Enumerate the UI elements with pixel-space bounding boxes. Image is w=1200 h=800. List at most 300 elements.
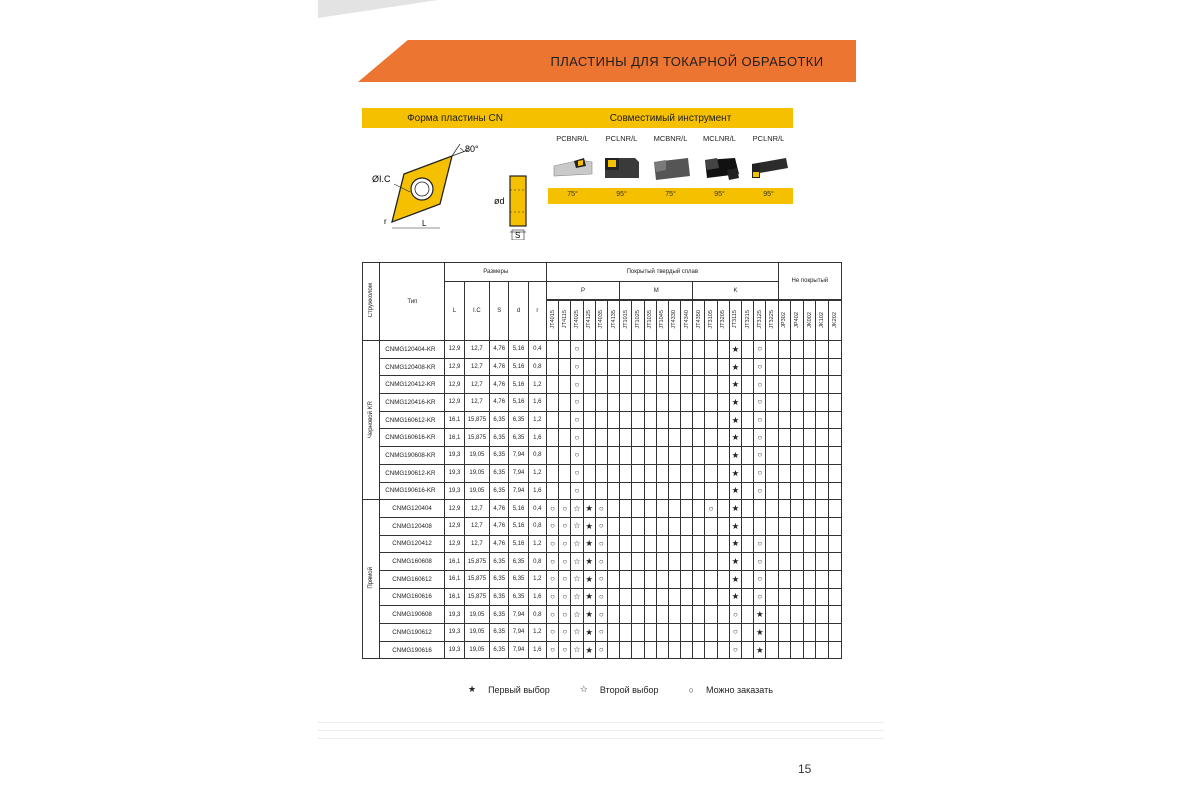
grade-cell <box>668 588 680 606</box>
grade-cell <box>829 588 842 606</box>
circle-icon: ○ <box>550 503 556 513</box>
dim-cell-l: 16,1 <box>445 553 464 571</box>
grade-cell <box>607 641 619 659</box>
grade-cell <box>742 641 754 659</box>
grade-cell <box>644 482 656 500</box>
grade-cell <box>583 641 595 659</box>
circle-icon: ○ <box>732 627 738 637</box>
grade-cell <box>681 394 693 412</box>
grade-cell <box>583 447 595 465</box>
grade-cell <box>754 358 766 376</box>
grade-cell <box>705 447 717 465</box>
grade-cell <box>668 447 680 465</box>
grade-cell <box>829 606 842 624</box>
grade-cell <box>559 535 571 553</box>
grade-cell <box>742 482 754 500</box>
grade-cell <box>778 447 791 465</box>
dim-cell-d: 6,35 <box>509 411 528 429</box>
dim-cell-r: 0,8 <box>528 517 546 535</box>
grade-cell <box>754 588 766 606</box>
dim-cell-d: 5,16 <box>509 394 528 412</box>
tool-code-5: PCLNR/L <box>752 134 785 143</box>
grade-cell <box>681 358 693 376</box>
grade-label: JT1025 <box>634 310 641 329</box>
grade-cell <box>705 570 717 588</box>
grade-cell <box>547 464 559 482</box>
grade-cell <box>705 411 717 429</box>
grade-header <box>803 301 816 341</box>
grade-cell <box>668 553 680 571</box>
tool-image-5 <box>746 148 792 186</box>
circle-icon: ○ <box>757 415 763 425</box>
grade-cell <box>742 624 754 642</box>
grade-cell <box>632 500 644 518</box>
grade-cell <box>644 464 656 482</box>
circle-icon: ○ <box>598 503 604 513</box>
grade-cell <box>778 411 791 429</box>
angle-label: 80° <box>465 144 479 154</box>
grade-cell <box>656 447 668 465</box>
grade-cell <box>559 358 571 376</box>
grade-cell <box>742 341 754 359</box>
grade-cell <box>607 358 619 376</box>
grade-label: JT1045 <box>659 310 666 329</box>
angle-arc <box>460 148 464 152</box>
grade-cell <box>595 500 607 518</box>
grade-cell <box>754 464 766 482</box>
grade-cell <box>816 606 829 624</box>
insert-type-cell: CNMG160612-KR <box>380 411 445 429</box>
grade-cell <box>754 517 766 535</box>
grade-cell <box>705 517 717 535</box>
grade-cell <box>766 500 778 518</box>
grade-cell <box>607 553 619 571</box>
grade-cell <box>829 358 842 376</box>
grade-cell <box>656 358 668 376</box>
grade-cell <box>595 553 607 571</box>
dim-cell-r: 1,6 <box>528 588 546 606</box>
circle-icon: ○ <box>562 521 568 531</box>
dim-header-3: d <box>509 282 528 341</box>
filled-star-icon: ★ <box>755 626 764 637</box>
tool-image-3 <box>648 148 694 186</box>
dim-cell-d: 5,16 <box>509 500 528 518</box>
grade-header <box>717 301 729 341</box>
table-row <box>363 411 842 429</box>
dim-cell-l: 12,9 <box>445 341 464 359</box>
grade-cell <box>729 358 741 376</box>
grade-cell <box>803 606 816 624</box>
insert-type-cell: CNMG120408 <box>380 517 445 535</box>
dim-cell-s: 6,35 <box>490 588 509 606</box>
circle-icon: ○ <box>732 609 738 619</box>
grade-cell <box>717 624 729 642</box>
insert-type-cell: CNMG190608 <box>380 606 445 624</box>
grade-cell <box>791 411 804 429</box>
dim-cell-s: 6,35 <box>490 641 509 659</box>
table-row <box>363 376 842 394</box>
grade-cell <box>778 358 791 376</box>
dim-cell-d: 7,94 <box>509 624 528 642</box>
dim-cell-d: 5,16 <box>509 341 528 359</box>
grade-cell <box>668 517 680 535</box>
dim-cell-ic: 19,05 <box>464 624 489 642</box>
dim-cell-r: 0,4 <box>528 500 546 518</box>
grade-cell <box>717 641 729 659</box>
grade-cell <box>668 358 680 376</box>
grade-label: JK202 <box>832 311 839 328</box>
grade-cell <box>705 553 717 571</box>
breaker-header <box>363 263 380 341</box>
dim-cell-s: 6,35 <box>490 429 509 447</box>
insert-type-cell: CNMG120404 <box>380 500 445 518</box>
grade-cell <box>583 482 595 500</box>
grade-cell <box>607 517 619 535</box>
grade-cell <box>705 429 717 447</box>
grade-cell <box>829 482 842 500</box>
dim-cell-d: 7,94 <box>509 482 528 500</box>
circle-icon: ○ <box>757 485 763 495</box>
grade-cell <box>607 535 619 553</box>
grade-cell <box>766 411 778 429</box>
tool-angle-1: 75° <box>567 191 578 198</box>
grade-cell <box>803 358 816 376</box>
grade-cell <box>632 376 644 394</box>
grade-cell <box>668 394 680 412</box>
grade-cell <box>754 553 766 571</box>
circle-icon: ○ <box>562 574 568 584</box>
grade-cell <box>547 429 559 447</box>
dim-header-4: r <box>528 282 546 341</box>
outline-star-icon: ☆ <box>573 556 581 566</box>
grade-cell <box>705 624 717 642</box>
grade-cell <box>595 641 607 659</box>
grade-label: JT4330 <box>671 310 678 329</box>
grade-cell <box>778 588 791 606</box>
filled-star-icon: ★ <box>731 343 740 354</box>
grade-cell <box>729 411 741 429</box>
circle-icon: ○ <box>598 556 604 566</box>
grade-cell <box>829 570 842 588</box>
type-header: Тип <box>380 263 445 341</box>
outline-star-icon: ☆ <box>573 645 581 655</box>
grade-cell <box>791 624 804 642</box>
dim-cell-r: 0,8 <box>528 358 546 376</box>
uncoated-header: Не покрытый <box>778 263 841 300</box>
grade-cell <box>705 482 717 500</box>
grade-cell <box>778 606 791 624</box>
grade-cell <box>717 588 729 606</box>
grade-cell <box>632 535 644 553</box>
filled-star-icon: ★ <box>731 361 740 372</box>
grade-cell <box>705 641 717 659</box>
dim-cell-d: 7,94 <box>509 464 528 482</box>
circle-icon: ○ <box>757 397 763 407</box>
grade-cell <box>571 570 583 588</box>
grade-cell <box>693 606 705 624</box>
tool-angle-5: 95° <box>763 191 774 198</box>
grade-cell <box>829 411 842 429</box>
grade-cell <box>729 500 741 518</box>
grade-cell <box>607 482 619 500</box>
grade-label: JT3205 <box>720 310 727 329</box>
filled-star-icon: ★ <box>731 538 740 549</box>
circle-icon: ○ <box>550 574 556 584</box>
grade-cell <box>803 588 816 606</box>
grade-label: JK102 <box>819 311 826 328</box>
section-cell <box>363 500 380 659</box>
page-title: ПЛАСТИНЫ ДЛЯ ТОКАРНОЙ ОБРАБОТКИ <box>550 53 824 69</box>
grade-cell <box>754 535 766 553</box>
grade-cell <box>681 517 693 535</box>
dim-cell-d: 7,94 <box>509 447 528 465</box>
filled-star-icon: ★ <box>585 591 593 602</box>
grade-cell <box>595 482 607 500</box>
grade-cell <box>644 411 656 429</box>
tool-code-3: MCBNR/L <box>653 134 688 143</box>
grade-cell <box>829 376 842 394</box>
d-label: ød <box>494 196 505 206</box>
grade-cell <box>742 517 754 535</box>
grade-cell <box>583 464 595 482</box>
grade-cell <box>607 447 619 465</box>
legend-second-choice <box>580 684 659 695</box>
grade-cell <box>717 394 729 412</box>
grade-cell <box>816 553 829 571</box>
dim-cell-ic: 19,05 <box>464 641 489 659</box>
grade-cell <box>803 535 816 553</box>
grade-cell <box>803 482 816 500</box>
grade-cell <box>791 553 804 571</box>
grade-cell <box>668 429 680 447</box>
grade-header <box>754 301 766 341</box>
grade-header <box>644 301 656 341</box>
grade-cell <box>681 341 693 359</box>
grade-cell <box>571 341 583 359</box>
grade-header <box>791 301 804 341</box>
grade-cell <box>829 464 842 482</box>
grade-cell <box>644 447 656 465</box>
tool-angle-4: 95° <box>714 191 725 198</box>
grade-cell <box>816 500 829 518</box>
grade-cell <box>632 411 644 429</box>
dim-cell-l: 12,9 <box>445 358 464 376</box>
filled-star-icon: ★ <box>585 573 593 584</box>
grade-cell <box>583 500 595 518</box>
dim-cell-ic: 12,7 <box>464 517 489 535</box>
grade-cell <box>595 464 607 482</box>
circle-icon: ○ <box>562 609 568 619</box>
filled-star-icon: ★ <box>731 503 740 514</box>
grade-cell <box>816 588 829 606</box>
grade-cell <box>559 588 571 606</box>
grade-cell <box>595 624 607 642</box>
filled-star-icon: ★ <box>731 591 740 602</box>
grade-cell <box>595 570 607 588</box>
dim-cell-r: 1,6 <box>528 482 546 500</box>
grade-cell <box>668 464 680 482</box>
circle-icon: ○ <box>550 538 556 548</box>
grade-header <box>607 301 619 341</box>
grade-cell <box>705 358 717 376</box>
filled-star-icon: ★ <box>755 644 764 655</box>
grade-cell <box>829 447 842 465</box>
grade-label: JK002 <box>806 311 813 328</box>
grade-header <box>620 301 632 341</box>
grade-cell <box>754 341 766 359</box>
grade-cell <box>803 411 816 429</box>
grade-label: JT4340 <box>683 310 690 329</box>
separator-line <box>318 730 884 731</box>
grade-cell <box>668 641 680 659</box>
dim-cell-ic: 12,7 <box>464 341 489 359</box>
grade-header <box>547 301 559 341</box>
grade-cell <box>729 341 741 359</box>
grade-cell <box>754 394 766 412</box>
grade-cell <box>595 341 607 359</box>
dim-cell-ic: 19,05 <box>464 447 489 465</box>
insert-grade-table <box>362 262 842 659</box>
insert-type-cell: CNMG190608-KR <box>380 447 445 465</box>
s-label: S <box>515 231 521 240</box>
dim-cell-r: 1,2 <box>528 570 546 588</box>
grade-cell <box>583 394 595 412</box>
grade-cell <box>632 588 644 606</box>
insert-shape-bar: Форма пластины CN <box>362 108 548 128</box>
dim-cell-s: 4,76 <box>490 500 509 518</box>
grade-cell <box>620 588 632 606</box>
grade-cell <box>644 553 656 571</box>
grade-header <box>778 301 791 341</box>
grade-cell <box>681 464 693 482</box>
grade-cell <box>632 570 644 588</box>
grade-cell <box>717 606 729 624</box>
circle-icon: ○ <box>757 379 763 389</box>
grade-cell <box>595 535 607 553</box>
grade-cell <box>742 570 754 588</box>
grade-cell <box>693 376 705 394</box>
insert-type-cell: CNMG120416-KR <box>380 394 445 412</box>
grade-cell <box>816 376 829 394</box>
filled-star-icon: ★ <box>731 520 740 531</box>
grade-cell <box>816 411 829 429</box>
insert-side-rect <box>510 176 526 226</box>
grade-cell <box>644 500 656 518</box>
table-row <box>363 535 842 553</box>
grade-cell <box>559 553 571 571</box>
circle-icon: ○ <box>550 556 556 566</box>
dim-cell-d: 5,16 <box>509 517 528 535</box>
grade-cell <box>681 447 693 465</box>
grade-cell <box>620 535 632 553</box>
grade-cell <box>803 447 816 465</box>
grade-cell <box>754 606 766 624</box>
legend-label: Первый выбор <box>488 684 550 695</box>
grade-cell <box>729 517 741 535</box>
circle-icon: ○ <box>550 521 556 531</box>
outline-star-icon: ☆ <box>573 538 581 548</box>
tool-image-2 <box>599 148 645 186</box>
grade-cell <box>742 394 754 412</box>
grade-cell <box>717 341 729 359</box>
grade-cell <box>816 429 829 447</box>
grade-cell <box>693 482 705 500</box>
grade-cell <box>656 588 668 606</box>
grade-cell <box>742 606 754 624</box>
grade-cell <box>754 641 766 659</box>
dim-cell-s: 4,76 <box>490 376 509 394</box>
grade-cell <box>571 535 583 553</box>
grade-label: JT3105 <box>708 310 715 329</box>
circle-icon: ○ <box>598 521 604 531</box>
dim-cell-r: 1,6 <box>528 641 546 659</box>
dim-cell-d: 7,94 <box>509 641 528 659</box>
grade-header <box>632 301 644 341</box>
insert-type-cell: CNMG190612-KR <box>380 464 445 482</box>
grade-cell <box>607 464 619 482</box>
table-header-row <box>363 263 842 282</box>
grade-cell <box>632 553 644 571</box>
grade-cell <box>607 394 619 412</box>
insert-type-cell: CNMG160616 <box>380 588 445 606</box>
grade-cell <box>644 641 656 659</box>
grade-cell <box>620 517 632 535</box>
grade-cell <box>595 606 607 624</box>
grade-label: JT3215 <box>744 310 751 329</box>
grade-cell <box>644 341 656 359</box>
tool-code-4: MCLNR/L <box>703 134 736 143</box>
grade-cell <box>632 517 644 535</box>
dim-cell-ic: 12,7 <box>464 358 489 376</box>
grade-cell <box>829 500 842 518</box>
grade-cell <box>791 500 804 518</box>
grade-cell <box>668 341 680 359</box>
grade-cell <box>620 358 632 376</box>
dim-cell-l: 12,9 <box>445 500 464 518</box>
grade-cell <box>656 341 668 359</box>
circle-icon: ○ <box>757 468 763 478</box>
grade-cell <box>766 588 778 606</box>
dim-cell-r: 0,8 <box>528 447 546 465</box>
grade-cell <box>803 624 816 642</box>
grade-label: JT1035 <box>647 310 654 329</box>
grade-cell <box>705 500 717 518</box>
grade-header <box>816 301 829 341</box>
grade-cell <box>778 570 791 588</box>
grade-cell <box>547 624 559 642</box>
grade-cell <box>571 482 583 500</box>
grade-cell <box>583 624 595 642</box>
dim-cell-ic: 19,05 <box>464 464 489 482</box>
grade-cell <box>816 447 829 465</box>
dim-cell-s: 6,35 <box>490 606 509 624</box>
grade-cell <box>742 411 754 429</box>
outline-star-icon: ☆ <box>573 591 581 601</box>
dim-cell-l: 19,3 <box>445 464 464 482</box>
circle-icon: ○ <box>550 609 556 619</box>
dim-cell-r: 1,2 <box>528 464 546 482</box>
grade-cell <box>693 341 705 359</box>
grade-cell <box>791 376 804 394</box>
insert-type-cell: CNMG120404-KR <box>380 341 445 359</box>
filled-star-icon: ★ <box>585 556 593 567</box>
grade-cell <box>571 464 583 482</box>
grade-cell <box>668 411 680 429</box>
grade-cell <box>778 553 791 571</box>
grade-cell <box>829 429 842 447</box>
grade-cell <box>547 606 559 624</box>
insert-type-cell: CNMG120412-KR <box>380 376 445 394</box>
